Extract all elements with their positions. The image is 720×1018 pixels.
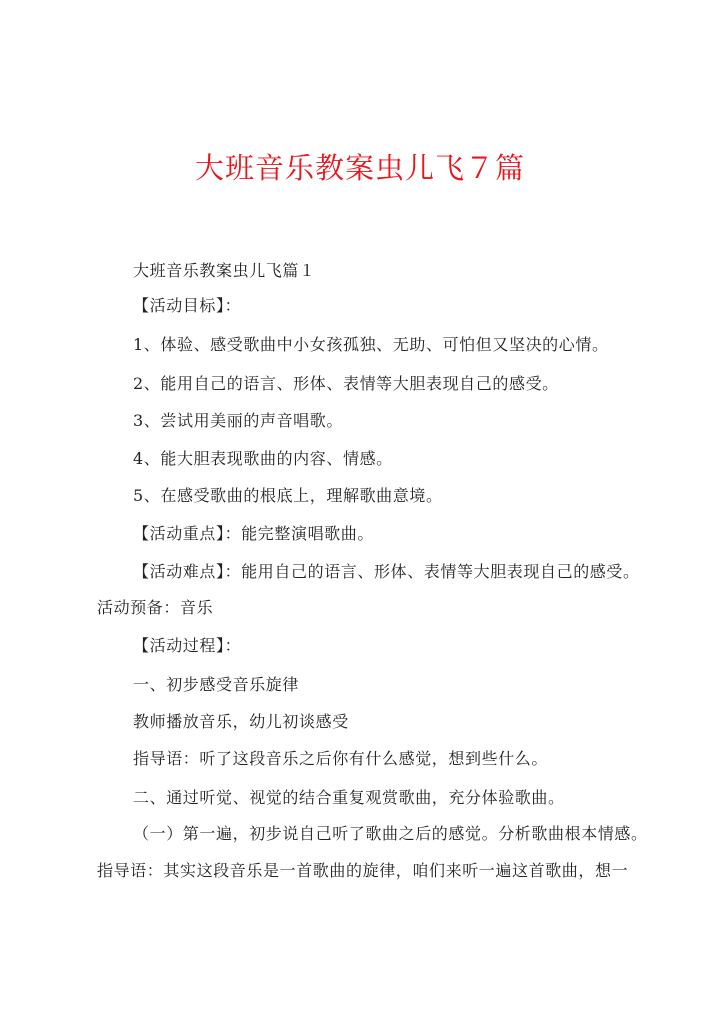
paragraph: 【活动重点】：能完整演唱歌曲。 (133, 524, 375, 543)
paragraph: 二、通过听觉、视觉的结合重复观赏歌曲，充分体验歌曲。 (133, 788, 565, 807)
paragraph: 1、体验、感受歌曲中小女孩孤独、无助、可怕但又坚决的心情。 (133, 335, 609, 354)
paragraph: 4、能大胆表现歌曲的内容、情感。 (133, 449, 393, 468)
paragraph: 5、在感受歌曲的根底上，理解歌曲意境。 (133, 486, 443, 505)
paragraph: 活动预备：音乐 (97, 598, 214, 617)
paragraph: 【活动难点】：能用自己的语言、形体、表情等大胆表现自己的感受。 (133, 562, 640, 581)
paragraph: 一、初步感受音乐旋律 (133, 675, 300, 694)
paragraph: 2、能用自己的语言、形体、表情等大胆表现自己的感受。 (133, 374, 559, 393)
document-title: 大班音乐教案虫儿飞７篇 (194, 151, 525, 185)
paragraph: 教师播放音乐，幼儿初谈感受 (133, 712, 349, 731)
paragraph: 3、尝试用美丽的声音唱歌。 (133, 411, 343, 430)
paragraph: 指导语：听了这段音乐之后你有什么感觉，想到些什么。 (133, 749, 549, 768)
paragraph: （一）第一遍，初步说自己听了歌曲之后的感觉。分析歌曲根本情感。 (133, 824, 648, 843)
paragraph: 指导语：其实这段音乐是一首歌曲的旋律，咱们来听一遍这首歌曲，想一 (97, 861, 629, 880)
paragraph-heading: 大班音乐教案虫儿飞篇１ (133, 261, 316, 280)
paragraph: 【活动过程】： (133, 636, 242, 655)
paragraph: 【活动目标】： (133, 296, 242, 315)
